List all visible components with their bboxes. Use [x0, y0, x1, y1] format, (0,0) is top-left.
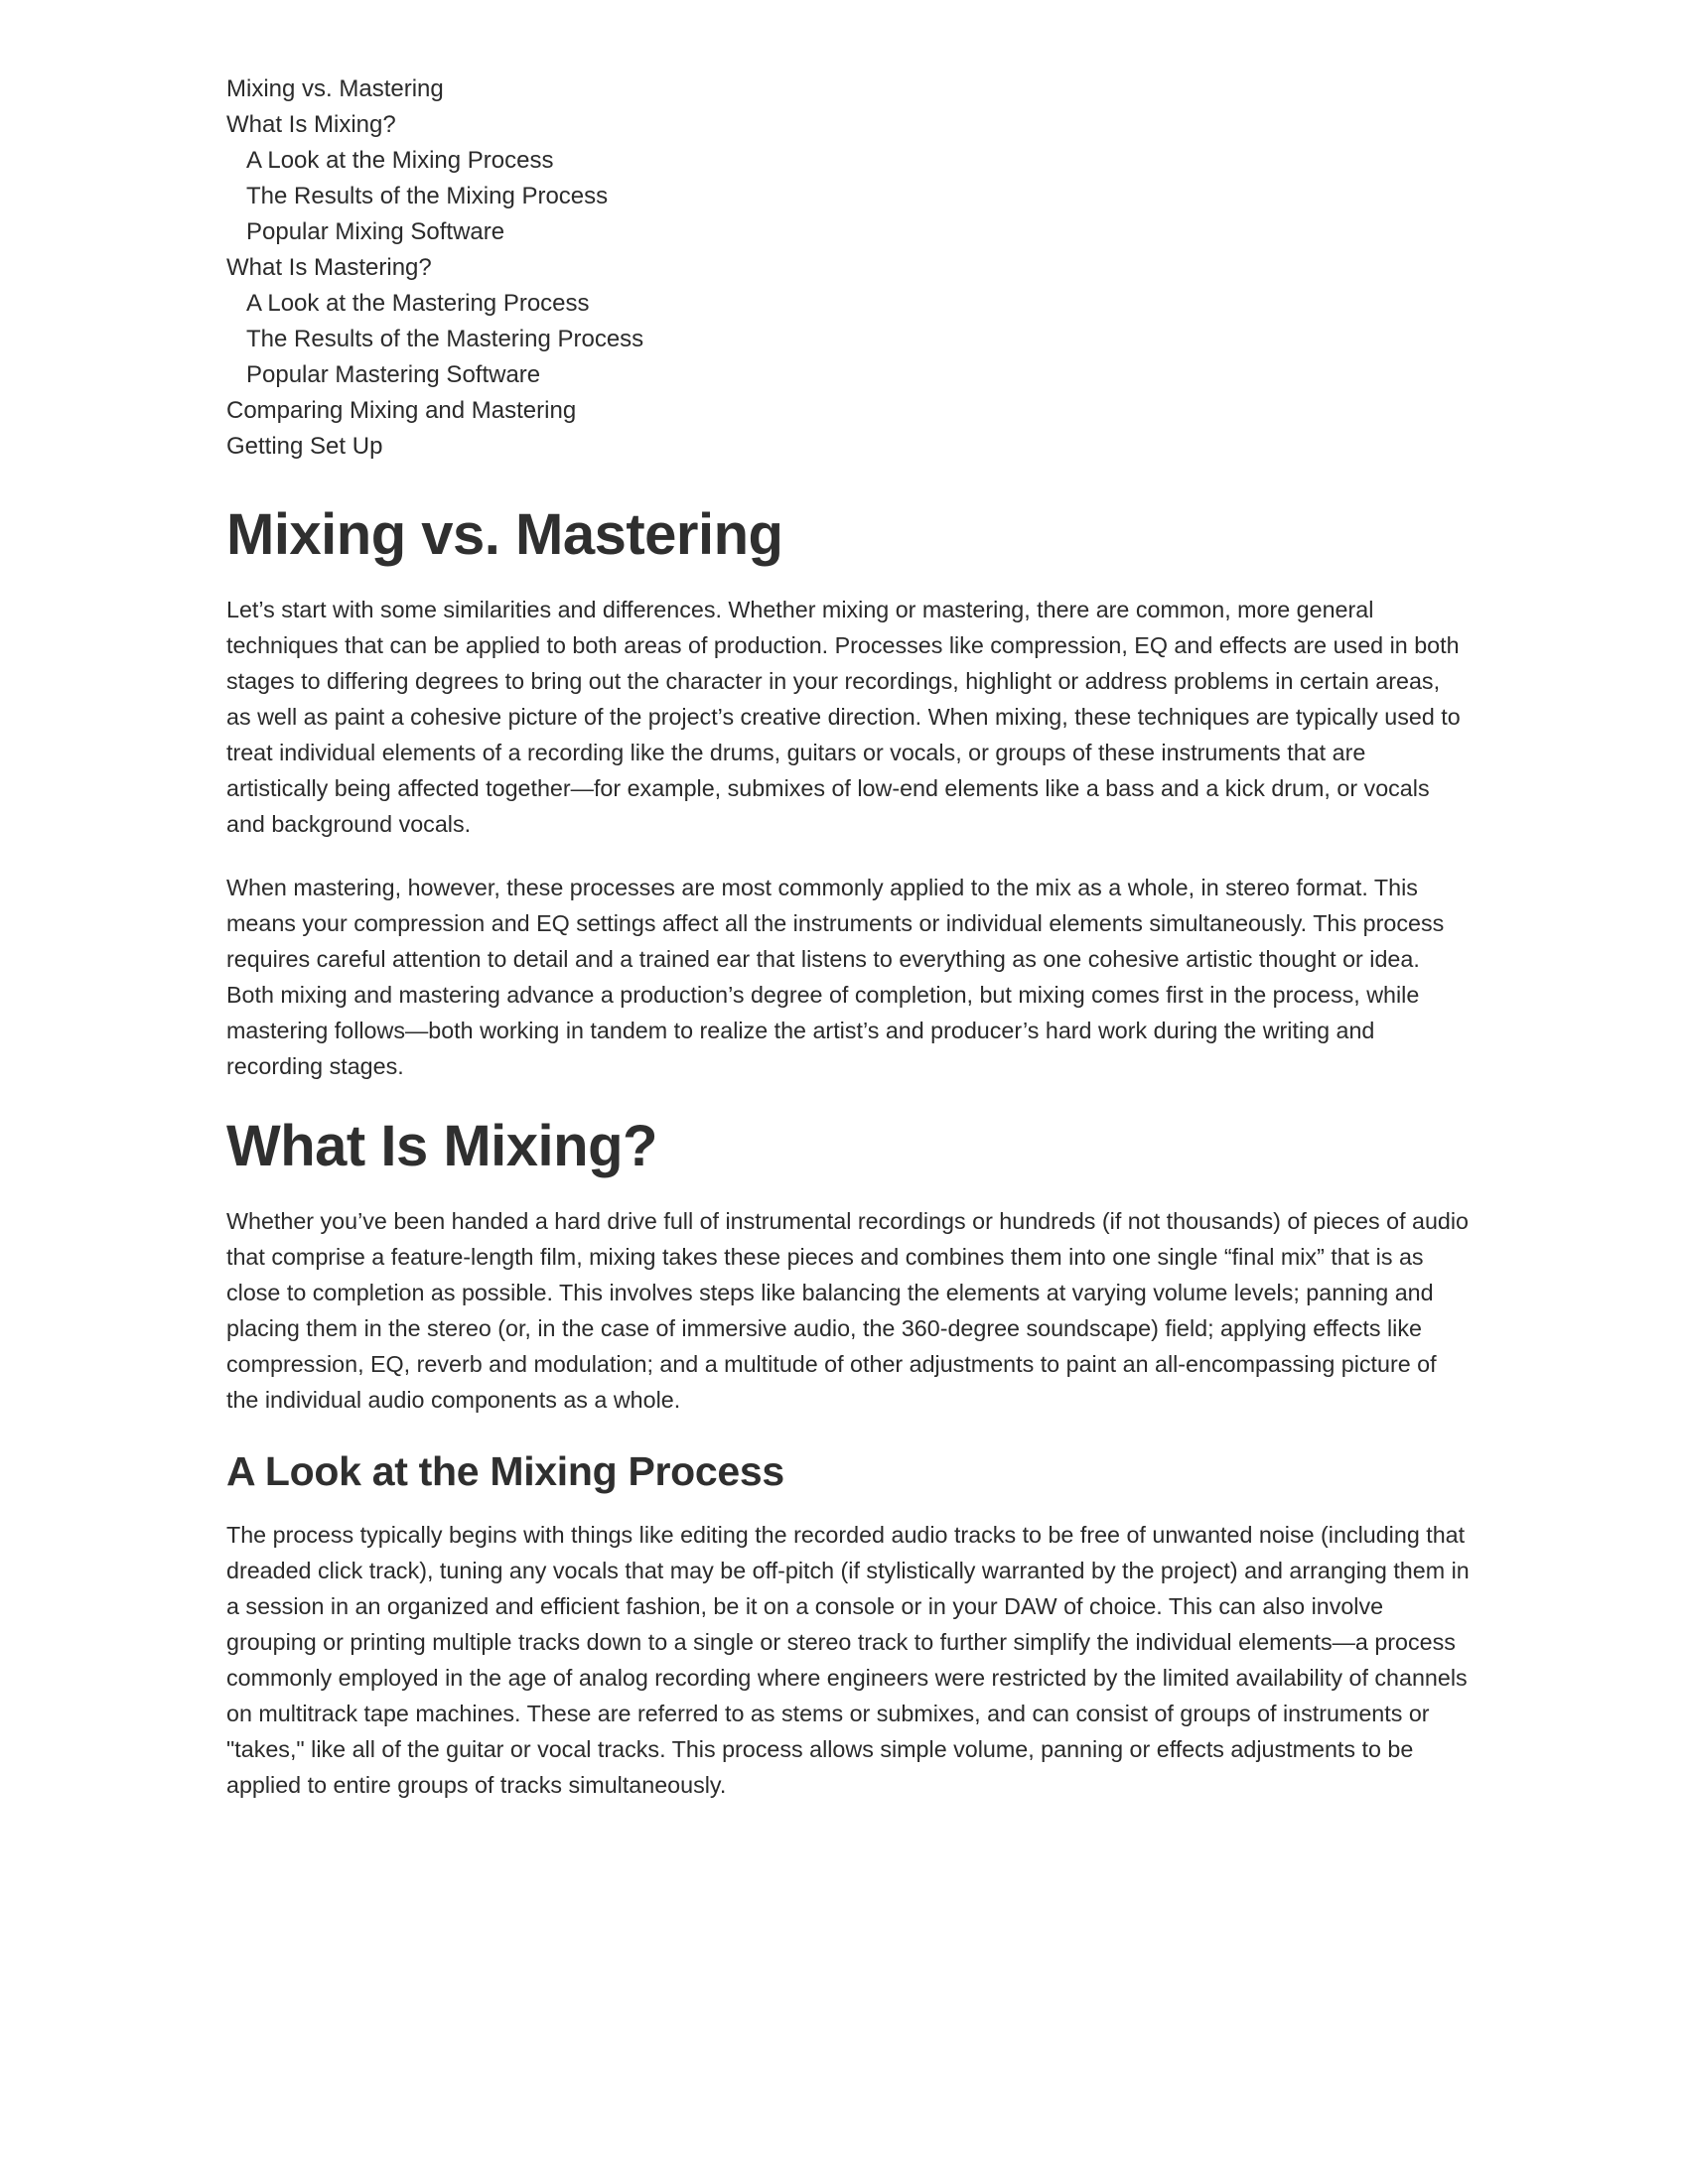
- section-mixing-process: [226, 1445, 1470, 1803]
- body-paragraph: The process typically begins with things like editing the recorded audio tracks to be free of unwanted noise (including that dreaded click track), tuning any vocals that may be off-pitch (if stylistically warranted by the project) and arranging them in a session in an organized and efficient fashion, be it on a console or in your DAW of choice. This can also involve grouping or printing multiple tracks down to a single or stereo track to further simplify the individual elements—a process commonly employed in the age of analog recording where engineers were restricted by the limited availability of channels on multitrack tape machines. These are referred to as stems or submixes, and can consist of groups of instruments or "takes," like all of the guitar or vocal tracks. This process allows simple volume, panning or effects adjustments to be applied to entire groups of tracks simultaneously.: [226, 1522, 1470, 1798]
- toc-link[interactable]: What Is Mixing?: [226, 111, 396, 138]
- toc-link[interactable]: The Results of the Mixing Process: [246, 183, 609, 209]
- toc-link[interactable]: Comparing Mixing and Mastering: [226, 397, 577, 424]
- section-heading: Mixing vs. Mastering: [226, 502, 783, 567]
- toc-link[interactable]: Popular Mixing Software: [246, 218, 505, 245]
- toc-link[interactable]: A Look at the Mastering Process: [246, 290, 590, 317]
- toc-link[interactable]: Mixing vs. Mastering: [226, 75, 444, 102]
- section-heading: What Is Mixing?: [226, 1114, 657, 1178]
- toc-link[interactable]: The Results of the Mastering Process: [246, 326, 644, 352]
- body-paragraph: When mastering, however, these processes are most commonly applied to the mix as a whole, in stereo format. This means your compression and EQ settings affect all the instruments or individual elements simultaneously. This process requires careful attention to detail and a trained ear that listens to everything as one cohesive artistic thought or idea. Both mixing and mastering advance a production’s degree of completion, but mixing comes first in the process, while mastering follows—both working in tandem to realize the artist’s and producer’s hard work during the writing and recording stages.: [226, 875, 1445, 1079]
- toc-link[interactable]: Popular Mastering Software: [246, 361, 541, 388]
- toc-link[interactable]: What Is Mastering?: [226, 254, 432, 281]
- toc-link[interactable]: Getting Set Up: [226, 433, 383, 460]
- subsection-heading: A Look at the Mixing Process: [226, 1448, 784, 1494]
- body-paragraph: Let’s start with some similarities and differences. Whether mixing or mastering, there are common, more general techniques that can be applied to both areas of production. Processes like compression, EQ and effects are used in both stages to differing degrees to bring out the character in your recordings, highlight or address problems in certain areas, as well as paint a cohesive picture of the project’s creative direction. When mixing, these techniques are typically used to treat individual elements of a recording like the drums, guitars or vocals, or groups of these instruments that are artistically being affected together—for example, submixes of low-end elements like a bass and a kick drum, or vocals and background vocals.: [226, 597, 1461, 837]
- article: [226, 71, 1470, 1831]
- toc-link[interactable]: A Look at the Mixing Process: [246, 147, 554, 174]
- body-paragraph: Whether you’ve been handed a hard drive full of instrumental recordings or hundreds (if not thousands) of pieces of audio that comprise a feature-length film, mixing takes these pieces and combines them into one single “final mix” that is as close to completion as possible. This involves steps like balancing the elements at varying volume levels; panning and placing them in the stereo (or, in the case of immersive audio, the 360-degree soundscape) field; applying effects like compression, EQ, reverb and modulation; and a multitude of other adjustments to paint an all-encompassing picture of the individual audio components as a whole.: [226, 1208, 1470, 1413]
- section-what-is-mixing: [226, 1112, 1470, 1418]
- section-mixing-vs-mastering: [226, 500, 1470, 1084]
- table-of-contents: [226, 71, 1470, 465]
